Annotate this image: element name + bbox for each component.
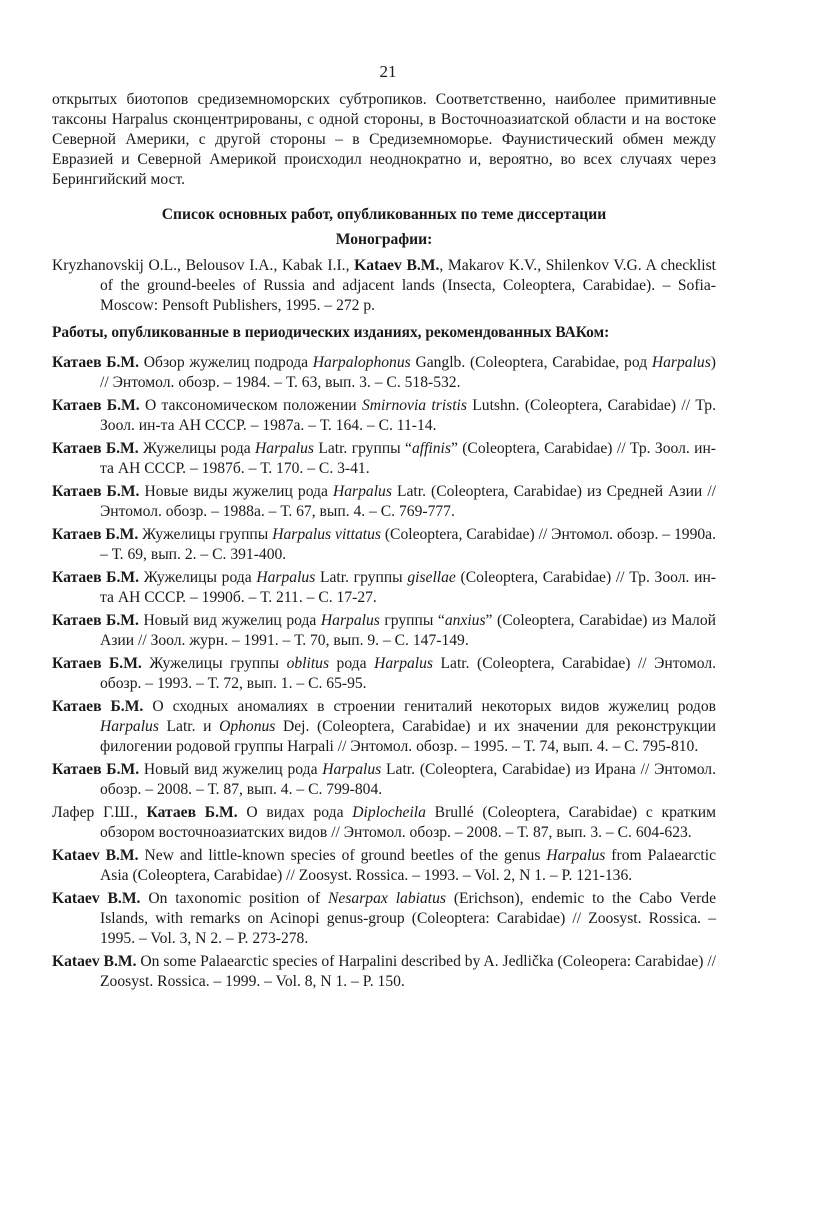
- reference-author: Kataev B.M.: [52, 953, 137, 970]
- reference-entry: [52, 568, 716, 608]
- reference-text: О видах рода: [237, 804, 353, 821]
- reference-entry: [52, 439, 716, 479]
- reference-text: Latr. группы “: [313, 440, 412, 457]
- reference-text: from Palaearctic Asia (Coleoptera, Carabidae) // Zoosyst. Rossica. – 1993. – Vol. 2, N 1. – P. 121-136.: [100, 847, 716, 884]
- reference-entry: [52, 353, 716, 393]
- page-number: 21: [379, 62, 397, 81]
- reference-text: (Erichson), endemic to the Cabo Verde Islands, with remarks on Acinopi genus-group (Coleoptera: Carabidae) // Zoosyst. Rossica. – 1995. – Vol. 3, N 2. – P. 273-278.: [100, 890, 716, 947]
- taxon-name: Nesarpax labiatus: [328, 890, 446, 907]
- taxon-name: Harpalus: [332, 483, 392, 500]
- reference-text: ” (Coleoptera, Carabidae) // Тр. Зоол. ин-та АН СССР. – 1987б. – Т. 170. – С. 3-41.: [100, 440, 717, 477]
- taxon-name: Harpalus: [256, 569, 316, 586]
- reference-author: Катаев Б.М.: [52, 440, 139, 457]
- reference-text: Latr. (Coleoptera, Carabidae) из Средней Азии // Энтомол. обозр. – 1988а. – Т. 67, вып. 4. – С. 769-777.: [100, 483, 716, 520]
- reference-text: Новые виды жужелиц рода: [139, 483, 333, 500]
- reference-text: Latr. (Coleoptera, Carabidae) из Ирана // Энтомол. обозр. – 2008. – Т. 87, вып. 4. – С. 799-804.: [100, 761, 716, 798]
- reference-author: Катаев Б.М.: [52, 483, 140, 500]
- reference-author: Катаев Б.М.: [52, 569, 140, 586]
- reference-coauthors: Лафер Г.Ш.,: [52, 804, 147, 821]
- reference-author: Катаев Б.М.: [146, 804, 238, 821]
- reference-author: Катаев Б.М.: [52, 761, 140, 778]
- taxon-name: Harpalus: [651, 354, 711, 371]
- taxon-name: gisellae: [407, 569, 456, 586]
- reference-text: ) // Энтомол. обозр. – 1984. – Т. 63, вып. 3. – С. 518-532.: [100, 354, 716, 391]
- reference-text: On taxonomic position of: [140, 890, 329, 907]
- intro-paragraph: открытых биотопов средиземноморских субтропиков. Соответственно, наиболее примитивные таксоны Harpalus сконцентрированы, с одной стороны, в Восточноазиатской области и на востоке Северной Америки, с другой стороны – в Средиземноморье. Фаунистический обмен между Евразией и Северной Америкой происходил неоднократно и, вероятно, во всех случаях через Берингийский мост.: [52, 91, 716, 188]
- taxon-name: Harpalus vittatus: [272, 526, 381, 543]
- taxon-name: Harpalus: [100, 718, 159, 735]
- reference-author: Катаев Б.М.: [52, 354, 140, 371]
- reference-text: Lutshn. (Coleoptera, Carabidae) // Тр. Зоол. ин-та АН СССР. – 1987а. – Т. 164. – С. 11-14.: [100, 397, 716, 434]
- reference-text: (Coleoptera, Carabidae) // Энтомол. обозр. – 1990а. – Т. 69, вып. 2. – С. 391-400.: [100, 526, 716, 563]
- reference-text: Жужелицы группы: [138, 526, 273, 543]
- taxon-name: Harpalus: [255, 440, 314, 457]
- reference-text: Dej. (Coleoptera, Carabidae) и их значении для реконструкции филогении родовой группы Harpali // Энтомол. обозр. – 1995. – Т. 74, вып. 4. – С. 795-810.: [100, 718, 716, 755]
- reference-text: группы “: [379, 612, 445, 629]
- reference-text: Новый вид жужелиц рода: [138, 612, 321, 629]
- reference-author: Катаев Б.М.: [52, 655, 142, 672]
- reference-entry: [52, 697, 716, 757]
- reference-text: Новый вид жужелиц рода: [139, 761, 323, 778]
- taxon-name: affinis: [411, 440, 451, 457]
- periodicals-heading: Работы, опубликованные в периодических изданиях, рекомендованных ВАКом:: [52, 324, 610, 341]
- reference-entry: [52, 889, 716, 949]
- reference-text: Latr. (Coleoptera, Carabidae) // Энтомол. обозр. – 1993. – Т. 72, вып. 1. – С. 65-95.: [100, 655, 717, 692]
- monographs-heading: Монографии:: [335, 231, 433, 248]
- reference-text: On some Palaearctic species of Harpalini described by A. Jedlička (Coleopera: Carabidae) // Zoosyst. Rossica. – 1999. – Vol. 8, N 1. – P. 150.: [100, 953, 716, 990]
- references-list: [52, 353, 716, 992]
- reference-text: О таксономическом положении: [139, 397, 362, 414]
- reference-text: О сходных аномалиях в строении гениталий некоторых видов жужелиц родов: [143, 698, 716, 715]
- reference-text: Latr. группы: [315, 569, 408, 586]
- taxon-name: Harpalus: [320, 612, 380, 629]
- reference-entry: [52, 396, 716, 436]
- reference-author: Катаев Б.М.: [52, 397, 140, 414]
- monographs-list: [52, 256, 716, 316]
- reference-author: Катаев Б.М.: [52, 526, 139, 543]
- reference-entry: [52, 482, 716, 522]
- taxon-name: Diplocheila: [352, 804, 426, 821]
- reference-entry: [52, 525, 716, 565]
- taxon-name: Ophonus: [219, 718, 276, 735]
- reference-text: , Makarov K.V., Shilenkov V.G. A checklist of the ground-beeles of Russia and adjacent lands (Insecta, Coleoptera, Carabidae). – Sofia-Moscow: Pensoft Publishers, 1995. – 272 p.: [100, 257, 716, 314]
- reference-author: Катаев Б.М.: [52, 698, 144, 715]
- reference-text: Ganglb. (Coleoptera, Carabidae, род: [410, 354, 652, 371]
- taxon-name: Harpalus: [546, 847, 606, 864]
- taxon-name: oblitus: [286, 655, 330, 672]
- taxon-name: Harpalus: [374, 655, 433, 672]
- taxon-name: Smirnovia tristis: [361, 397, 467, 414]
- reference-entry: [52, 654, 716, 694]
- document-page: [52, 62, 716, 995]
- reference-text: Жужелицы рода: [138, 440, 256, 457]
- reference-text: ” (Coleoptera, Carabidae) из Малой Азии // Зоол. журн. – 1991. – Т. 70, вып. 9. – С. 147-149.: [100, 612, 716, 649]
- reference-text: (Coleoptera, Carabidae) // Тр. Зоол. ин-та АН СССР. – 1990б. – Т. 211. – С. 17-27.: [100, 569, 717, 606]
- reference-text: Brullé (Coleoptera, Carabidae) с кратким обзором восточноазиатских видов // Энтомол. обозр. – 2008. – Т. 87, вып. 3. – С. 604-623.: [100, 804, 716, 841]
- reference-text: Жужелицы рода: [139, 569, 257, 586]
- reference-text: Жужелицы группы: [141, 655, 287, 672]
- reference-author: Катаев Б.М.: [52, 612, 139, 629]
- reference-text: Обзор жужелиц подрода: [139, 354, 313, 371]
- reference-author: Kataev B.M.: [52, 847, 139, 864]
- reference-entry: [52, 611, 716, 651]
- reference-text: Latr. и: [158, 718, 220, 735]
- taxon-name: anxius: [444, 612, 486, 629]
- taxon-name: Harpalus: [322, 761, 382, 778]
- reference-entry: [52, 846, 716, 886]
- reference-text: New and little-known species of ground beetles of the genus: [138, 847, 547, 864]
- reference-coauthors: Kryzhanovskij O.L., Belousov I.A., Kabak I.I.,: [52, 257, 355, 274]
- reference-author: Kataev B.M.: [354, 257, 440, 274]
- reference-entry: [52, 803, 716, 843]
- reference-entry: [52, 952, 716, 992]
- taxon-name: Harpalophonus: [312, 354, 411, 371]
- monograph-entry: [52, 256, 716, 316]
- reference-author: Kataev B.M.: [52, 890, 141, 907]
- section-title: Список основных работ, опубликованных по теме диссертации: [161, 206, 607, 223]
- reference-entry: [52, 760, 716, 800]
- reference-text: рода: [329, 655, 375, 672]
